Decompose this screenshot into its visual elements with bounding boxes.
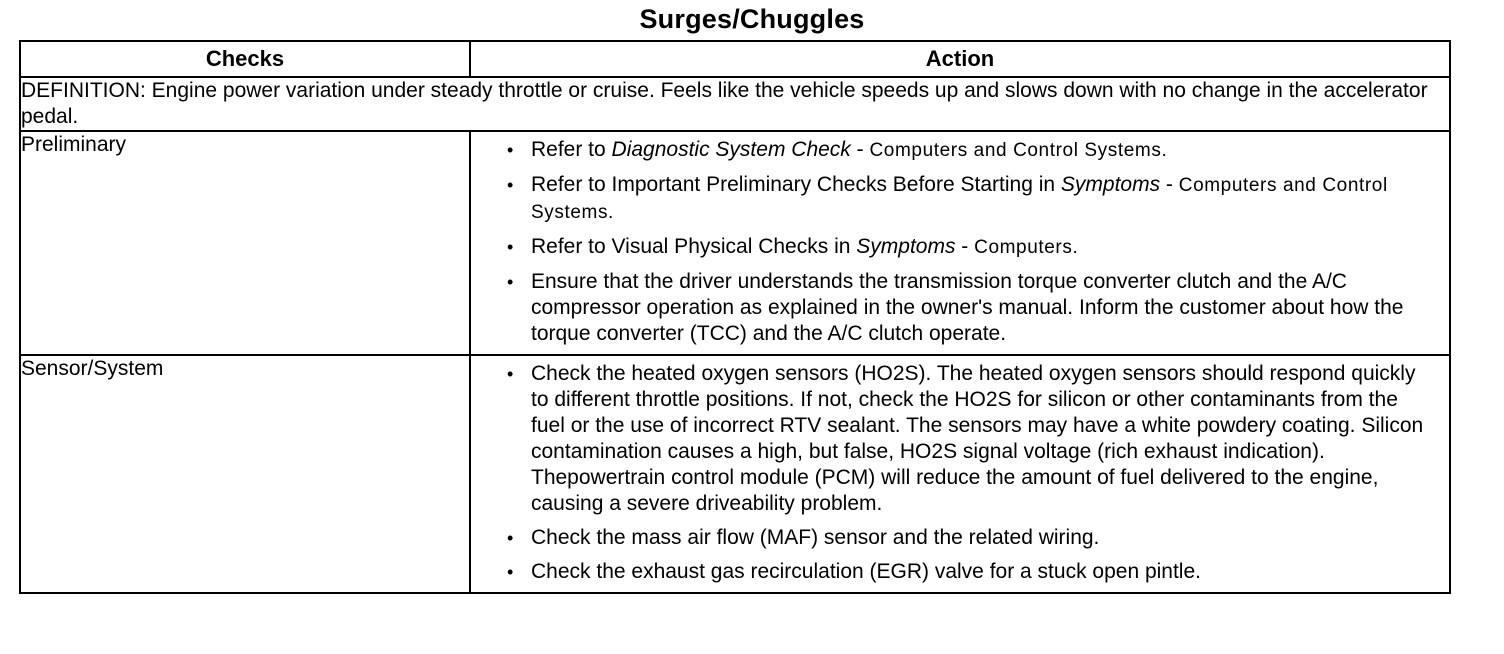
action-item: • Check the heated oxygen sensors (HO2S). The heated oxygen sensors should respond quickly to different throttle positions. If not, check the HO2S for silicon or other contaminants from the fuel or the use of incorrect RTV sealant. The sensors may have a white powdery coating. Silicon contamination causes a high, but false, HO2S signal voltage (rich exhaust indication). Thepowertrain control module (PCM) will reduce the amount of fuel delivered to the engine, causing a severe driveability problem.	[507, 361, 1433, 517]
symptom-table	[19, 40, 1451, 594]
column-header-action: Action	[470, 41, 1450, 77]
header-row	[20, 41, 1450, 77]
action-cell	[470, 131, 1450, 355]
reference-title: Diagnostic System Check	[611, 138, 851, 161]
table-row	[20, 131, 1450, 355]
column-header-checks: Checks	[20, 41, 470, 77]
action-list	[471, 356, 1449, 592]
page-title: Surges/Chuggles	[639, 4, 865, 34]
action-item: • Check the mass air flow (MAF) sensor and the related wiring.	[507, 525, 1433, 551]
reference-section: Computers and Control Systems.	[531, 175, 1388, 223]
action-item: • Check the exhaust gas recirculation (EGR) valve for a stuck open pintle.	[507, 559, 1433, 585]
reference-section: Computers and Control Systems.	[869, 140, 1168, 161]
check-label-preliminary: Preliminary	[20, 131, 470, 355]
definition-text: DEFINITION: Engine power variation under steady throttle or cruise. Feels like the vehicle speeds up and slows down with no change in the accelerator pedal.	[20, 77, 1450, 131]
definition-row	[20, 77, 1450, 131]
reference-section: Computers.	[974, 237, 1079, 258]
action-list	[471, 132, 1449, 354]
action-item: • Refer to Visual Physical Checks in Symptoms - Computers.	[507, 234, 1433, 261]
action-item: • Ensure that the driver understands the transmission torque converter clutch and the A/C compressor operation as explained in the owner's manual. Inform the customer about how the torque converter (TCC) and the A/C clutch operate.	[507, 269, 1433, 347]
action-cell	[470, 355, 1450, 593]
table-row	[20, 355, 1450, 593]
check-label-sensor-system: Sensor/System	[20, 355, 470, 593]
reference-title: Symptoms	[1060, 173, 1161, 196]
reference-title: Symptoms	[856, 235, 956, 258]
action-item: • Refer to Diagnostic System Check - Computers and Control Systems.	[507, 137, 1433, 164]
action-item: • Refer to Important Preliminary Checks Before Starting in Symptoms - Computers and Control Systems.	[507, 172, 1433, 226]
